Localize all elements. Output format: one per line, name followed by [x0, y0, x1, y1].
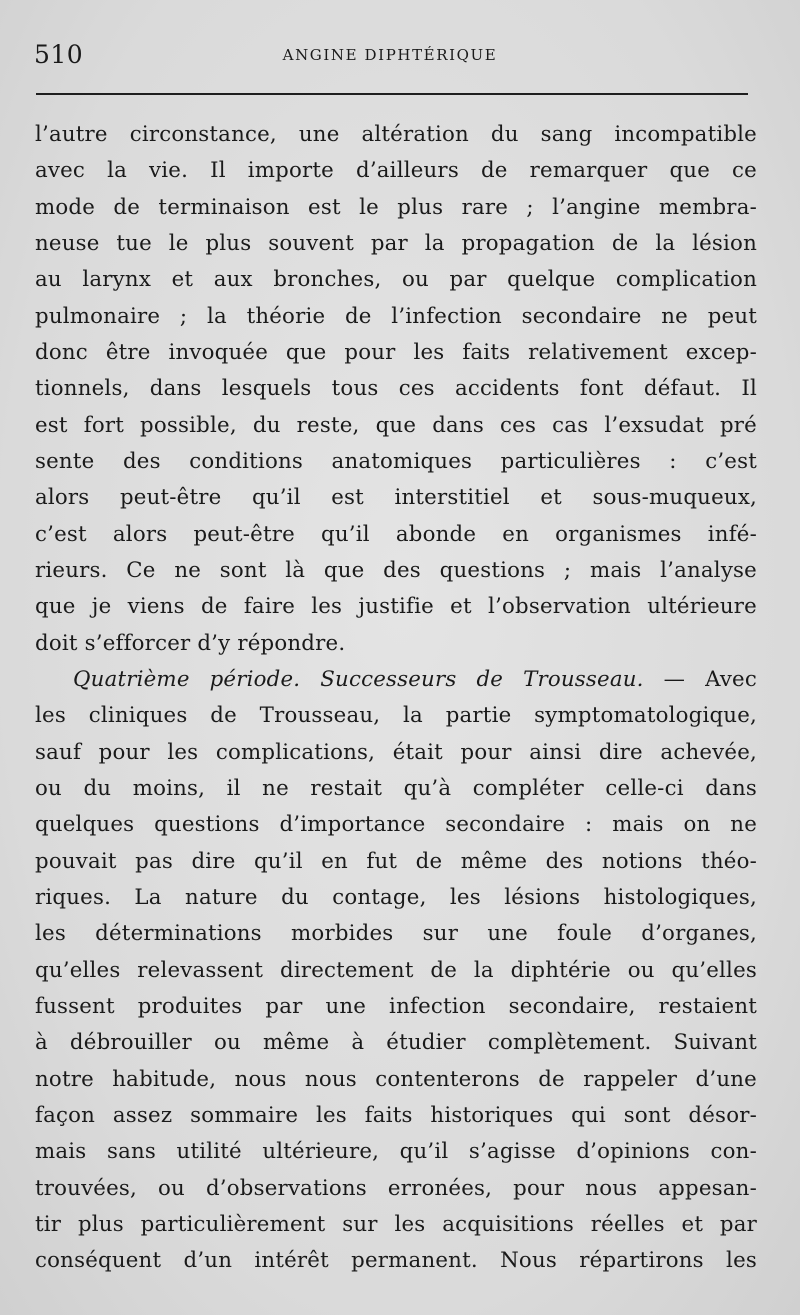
header-rule — [36, 93, 748, 95]
text-line: les déterminations morbides sur une foule d’organes, — [35, 921, 757, 947]
text-line: mais sans utilité ultérieure, qu’il s’agisse d’opinions con- — [35, 1139, 757, 1165]
body-text — [35, 117, 757, 1280]
running-title: ANGINE DIPHTÉRIQUE — [282, 46, 498, 64]
text-line: pouvait pas dire qu’il en fut de même des notions théo- — [35, 848, 757, 874]
text-line: les cliniques de Trousseau, la partie symptomatologique, — [35, 703, 757, 729]
text-line: tionnels, dans lesquels tous ces accidents font défaut. Il — [35, 376, 757, 402]
text-line: riques. La nature du contage, les lésions histologiques, — [35, 884, 757, 910]
section-heading-line — [35, 662, 757, 698]
text-line: conséquent d’un intérêt permanent. Nous répartirons les — [35, 1248, 757, 1274]
page-number: 510 — [34, 40, 84, 69]
page-header — [34, 36, 746, 76]
text-line: quelques questions d’importance secondaire : mais on ne — [35, 812, 757, 838]
text-line: fussent produites par une infection secondaire, restaient — [35, 993, 757, 1019]
text-line: sente des conditions anatomiques particulières : c’est — [35, 448, 757, 474]
text-line: qu’elles relevassent directement de la diphtérie ou qu’elles — [35, 957, 757, 983]
text-line: avec la vie. Il importe d’ailleurs de remarquer que ce — [35, 158, 757, 184]
text-line: neuse tue le plus souvent par la propagation de la lésion — [35, 230, 757, 256]
text-line: alors peut-être qu’il est interstitiel et sous-muqueux, — [35, 485, 757, 511]
text-line: notre habitude, nous nous contenterons de rappeler d’une — [35, 1066, 757, 1092]
text-line: tir plus particulièrement sur les acquisitions réelles et par — [35, 1211, 757, 1237]
text-line: l’autre circonstance, une altération du sang incompatible — [35, 122, 757, 147]
section-heading: Quatrième période. Successeurs de Trousseau. — [73, 666, 644, 692]
text-line: au larynx et aux bronches, ou par quelque complication — [35, 267, 757, 293]
text-line: trouvées, ou d’observations erronées, pour nous appesan- — [35, 1175, 757, 1201]
section-heading-continuation: — Avec — [643, 666, 757, 692]
text-line: sauf pour les complications, était pour ainsi dire achevée, — [35, 739, 757, 765]
text-line: doit s’efforcer d’y répondre. — [35, 630, 346, 656]
text-line: donc être invoquée que pour les faits relativement excep- — [35, 339, 757, 365]
text-line: c’est alors peut-être qu’il abonde en organismes infé- — [35, 521, 757, 547]
text-line: pulmonaire ; la théorie de l’infection secondaire ne peut — [35, 303, 757, 329]
text-line: est fort possible, du reste, que dans ces cas l’exsudat pré — [35, 412, 757, 438]
text-line: façon assez sommaire les faits historiques qui sont désor- — [35, 1102, 757, 1128]
text-line: que je viens de faire les justifie et l’observation ultérieure — [35, 594, 757, 620]
text-line: mode de terminaison est le plus rare ; l’angine membra- — [35, 194, 757, 220]
text-line: rieurs. Ce ne sont là que des questions ; mais l’analyse — [35, 557, 757, 583]
text-line: à débrouiller ou même à étudier complètement. Suivant — [35, 1030, 757, 1056]
text-line: ou du moins, il ne restait qu’à compléter celle-ci dans — [35, 775, 757, 801]
